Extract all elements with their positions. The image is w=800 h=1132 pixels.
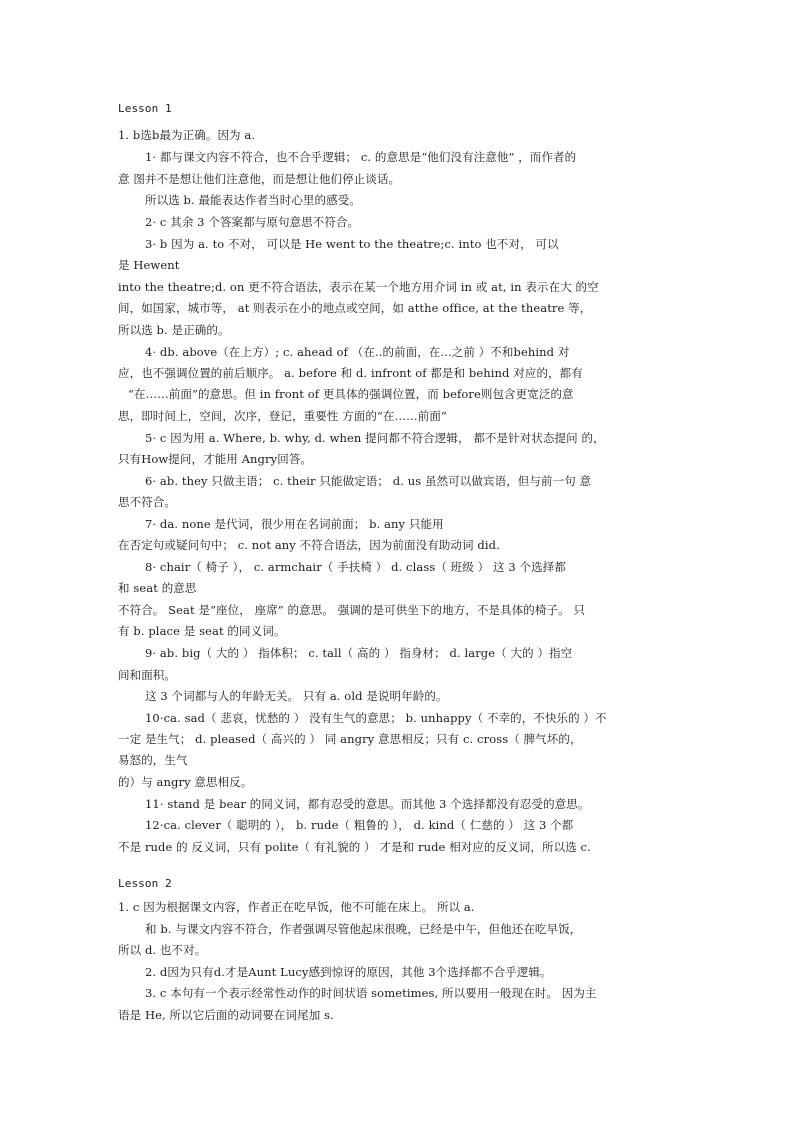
text-line: 是 Hewent bbox=[118, 258, 180, 272]
text-line: 11· stand 是 bear 的同义词，都有忍受的意思。而其他 3 个选择都没有忍受的意思。 bbox=[145, 797, 590, 811]
text-line: 这 3 个词都与人的年龄无关。 只有 a. old 是说明年龄的。 bbox=[145, 689, 448, 703]
text-line: 不符合。 Seat 是”座位， 座席” 的意思。 强调的是可供坐下的地方，不是具体的椅子。 只 bbox=[118, 603, 586, 617]
text-line: 3· b 因为 a. to 不对， 可以是 He went to the theatre;c. into 也不对， 可以 bbox=[145, 237, 559, 251]
text-line: “在……前面”的意思。但 in front of 更具体的强调位置，而 before则包含更宽泛的意 bbox=[128, 387, 574, 401]
text-line: 和 seat 的意思 bbox=[118, 581, 197, 595]
text-line: 间，如国家，城市等， at 则表示在小的地点或空间，如 atthe office, at the theatre 等， bbox=[118, 301, 592, 315]
lesson-1-title: Lesson 1 bbox=[118, 102, 172, 115]
text-line: 1. b选b最为正确。因为 a. bbox=[118, 128, 256, 142]
text-line: 一定 是生气； d. pleased（ 高兴的 ） 同 angry 意思相反；只有 c. cross（ 脾气坏的， bbox=[118, 732, 582, 746]
text-line: 易怒的，生气 bbox=[118, 753, 188, 767]
text-line: 思，即时间上，空间，次序，登记，重要性 方面的“在……前面” bbox=[118, 409, 447, 423]
text-line: 和 b. 与课文内容不符合，作者强调尽管他起床很晚，已经是中午，但他还在吃早饭， bbox=[145, 922, 582, 936]
text-line: into the theatre;d. on 更不符合语法，表示在某一个地方用介词 in 或 at, in 表示在大 的空 bbox=[118, 280, 599, 294]
text-line: 8· chair（ 椅子 ）， c. armchair（ 手扶椅 ） d. class（ 班级 ） 这 3 个选择都 bbox=[145, 560, 566, 574]
text-line: 2· c 其余 3 个答案都与原句意思不符合。 bbox=[145, 215, 360, 229]
text-line: 1. c 因为根据课文内容，作者正在吃早饭，他不可能在床上。 所以 a. bbox=[118, 900, 475, 914]
text-line: 思不符合。 bbox=[118, 495, 176, 509]
text-line: 间和面积。 bbox=[118, 668, 176, 682]
text-line: 4· db. above（在上方）; c. ahead of （在..的前面，在...之前 ）不和behind 对 bbox=[145, 345, 570, 359]
text-line: 7· da. none 是代词，很少用在名词前面； b. any 只能用 bbox=[145, 517, 444, 531]
lesson-2-title: Lesson 2 bbox=[118, 877, 172, 890]
text-line: 应，也不强调位置的前后顺序。 a. before 和 d. infront of 都是和 behind 对应的，都有 bbox=[118, 366, 583, 380]
text-line: 2. d因为只有d.才是Aunt Lucy感到惊讶的原因，其他 3个选择都不合乎逻辑。 bbox=[145, 965, 552, 979]
text-line: 的）与 angry 意思相反。 bbox=[118, 775, 253, 789]
text-line: 所以 d. 也不对。 bbox=[118, 943, 207, 957]
text-line: 5· c 因为用 a. Where, b. why, d. when 提问都不符合逻辑， 都不是针对状态提问 的， bbox=[145, 431, 605, 445]
text-line: 不是 rude 的 反义词，只有 polite（ 有礼貌的 ） 才是和 rude 相对应的反义词，所以选 c. bbox=[118, 840, 591, 854]
text-line: 10·ca. sad（ 悲哀，忧愁的 ） 没有生气的意思； b. unhappy（ 不幸的，不快乐的 ）不 bbox=[145, 711, 607, 725]
text-line: 3. c 本句有一个表示经常性动作的时间状语 sometimes, 所以要用一般现在时。 因为主 bbox=[145, 986, 597, 1000]
text-line: 6· ab. they 只做主语； c. their 只能做定语； d. us 虽然可以做宾语，但与前一句 意 bbox=[145, 474, 592, 488]
text-line: 语是 He, 所以它后面的动词要在词尾加 s. bbox=[118, 1008, 334, 1022]
text-line: 12·ca. clever（ 聪明的 ）， b. rude（ 粗鲁的 ）， d. kind（ 仁慈的 ） 这 3 个都 bbox=[145, 818, 574, 832]
text-line: 所以选 b. 是正确的。 bbox=[118, 323, 230, 337]
text-line: 1· 都与课文内容不符合，也不合乎逻辑； c. 的意思是“他们没有注意他” ，而作者的 bbox=[145, 150, 577, 164]
text-line: 9· ab. big（ 大的 ） 指体积； c. tall（ 高的 ） 指身材； d. large（ 大的 ）指空 bbox=[145, 646, 573, 660]
text-line: 只有How提问，才能用 Angry回答。 bbox=[118, 452, 313, 466]
text-line: 所以选 b. 最能表达作者当时心里的感受。 bbox=[145, 193, 361, 207]
text-line: 有 b. place 是 seat 的同义词。 bbox=[118, 624, 286, 638]
text-line: 意 图并不是想让他们注意他，而是想让他们停止谈话。 bbox=[118, 172, 401, 186]
text-line: 在否定句或疑问句中； c. not any 不符合语法，因为前面没有助动词 did. bbox=[118, 538, 500, 552]
